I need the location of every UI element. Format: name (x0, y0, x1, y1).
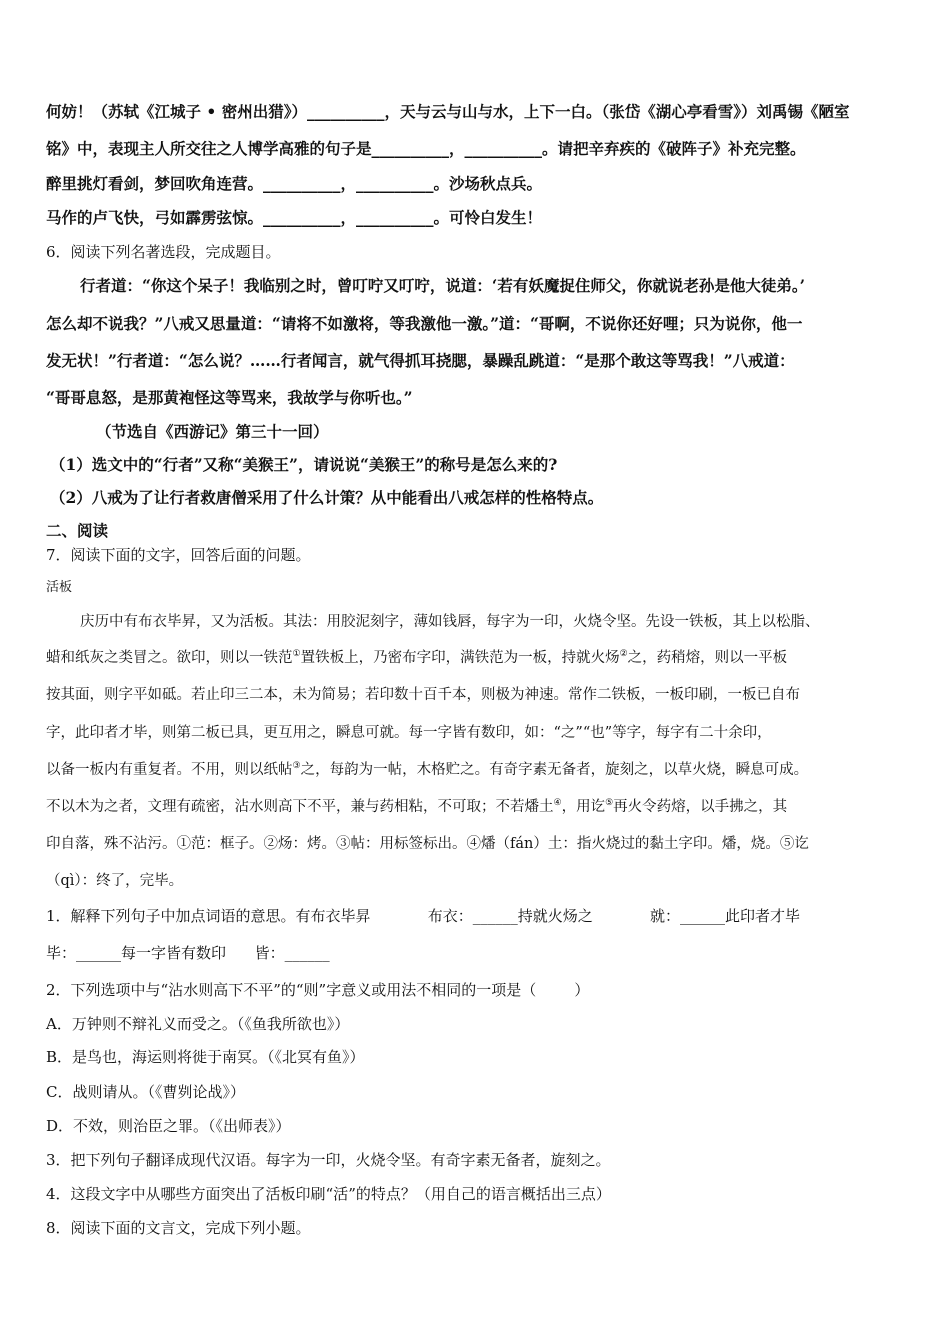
q7-passage-line: 按其面，则字平如砥。若止印三二本，未为简易；若印数十百千本，则极为神速。常作二铁板，一板印刷，一板已自布 (46, 687, 800, 703)
q7-passage-line: 不以木为之者，文理有疏密，沾水则高下不平，兼与药相粘，不可取；不若燔土④，用讫⑤再火令药熔，以手拂之，其 (46, 798, 788, 815)
q7-subquestion-1-cont: 毕：______每一字皆有数印 皆：______ (46, 944, 330, 962)
option-b: B．是鸟也，海运则将徙于南冥。（《北冥有鱼》） (46, 1048, 365, 1066)
footnote-marker: ② (619, 649, 628, 660)
question-8-title: 8．阅读下面的文言文，完成下列小题。 (46, 1219, 311, 1237)
q6-passage-line: “哥哥息怒，是那黄袍怪这等骂来，我故学与你听也。” (46, 388, 413, 407)
q6-passage-line: 怎么却不说我？”八戒又思量道：“请将不如激将，等我激他一激。”道：“哥啊，不说你还好哩；只为说你，他一 (46, 314, 803, 333)
q6-subquestion-2: （2）八戒为了让行者救唐僧采用了什么计策？从中能看出八戒怎样的性格特点。 (50, 488, 604, 507)
footnote-marker: ⑤ (605, 798, 614, 809)
q7-passage-line: 印自落，殊不沾污。①范：框子。②炀：烤。③帖：用标签标出。④燔（fán）土：指火烧过的黏土字印。燔，烧。⑤讫 (46, 836, 809, 852)
q7-passage-line: 庆历中有布衣毕昇，又为活板。其法：用胶泥刻字，薄如钱唇，每字为一印，火烧令坚。先设一铁板，其上以松脂、 (80, 614, 820, 630)
fill-blank-line-3: 醉里挑灯看剑，梦回吹角连营。__________，__________。沙场秋点兵。 (46, 174, 543, 193)
q7-subquestion-2: 2．下列选项中与“沾水则高下不平”的“则”字意义或用法不相同的一项是（ ） (46, 981, 590, 999)
passage-title: 活板 (46, 580, 73, 595)
fill-blank-line-2: 铭》中，表现主人所交往之人博学高雅的句子是__________，__________。请把辛弃疾的《破阵子》补充完整。 (46, 139, 806, 158)
option-d: D．不效，则治臣之罪。（《出师表》） (46, 1117, 291, 1135)
footnote-marker: ① (292, 649, 301, 660)
q7-passage-line: 字，此印者才毕，则第二板已具，更互用之，瞬息可就。每一字皆有数印，如：“之”“也”等字，每字有二十余印， (46, 725, 772, 741)
option-c: C．战则请从。（《曹刿论战》） (46, 1083, 245, 1101)
fill-blank-line-4: 马作的卢飞快，弓如霹雳弦惊。__________，__________。可怜白发生！ (46, 208, 543, 227)
q7-subquestion-3: 3．把下列句子翻译成现代汉语。每字为一印，火烧令坚。有奇字素无备者，旋刻之。 (46, 1151, 611, 1169)
q6-passage-line: 发无状！”行者道：“怎么说？……行者闻言，就气得抓耳挠腮，暴躁乱跳道：“是那个敢这等骂我！”八戒道： (46, 351, 795, 370)
section-heading: 二、阅读 (46, 521, 109, 540)
q7-passage-line: （qì）：终了，完毕。 (46, 873, 184, 889)
option-a: A．万钟则不辩礼义而受之。（《鱼我所欲也》） (46, 1015, 350, 1033)
footnote-marker: ③ (292, 761, 301, 772)
footnote-marker: ④ (553, 798, 562, 809)
q7-passage-line: 以备一板内有重复者。不用，则以纸帖③之，每韵为一帖，木格贮之。有奇字素无备者，旋刻之，以草火烧，瞬息可成。 (46, 761, 809, 778)
q6-passage-line: 行者道：“你这个呆子！我临别之时，曾叮咛又叮咛，说道：‘若有妖魔捉住师父，你就说老孙是他大徒弟。’ (80, 276, 805, 295)
q7-passage-line: 蜡和纸灰之类冒之。欲印，则以一铁范①置铁板上，乃密布字印，满铁范为一板，持就火炀②之，药稍熔，则以一平板 (46, 649, 788, 666)
q7-subquestion-4: 4．这段文字中从哪些方面突出了活板印刷“活”的特点？（用自己的语言概括出三点） (46, 1185, 611, 1203)
question-6-title: 6．阅读下列名著选段，完成题目。 (46, 243, 281, 261)
fill-blank-line-1: 何妨！（苏轼《江城子 • 密州出猎》）__________，天与云与山与水，上下一白。（张岱《湖心亭看雪》）刘禹锡《陋室 (46, 102, 850, 121)
q7-subquestion-1: 1．解释下列句子中加点词语的意思。有布衣毕昇 布衣：______持就火炀之 就：______此印者才毕 (46, 907, 800, 925)
q6-subquestion-1: （1）选文中的“行者”又称“美猴王”，请说说“美猴王”的称号是怎么来的? (50, 455, 558, 474)
q6-source: （节选自《西游记》第三十一回） (96, 422, 329, 441)
question-7-title: 7．阅读下面的文字，回答后面的问题。 (46, 546, 311, 564)
